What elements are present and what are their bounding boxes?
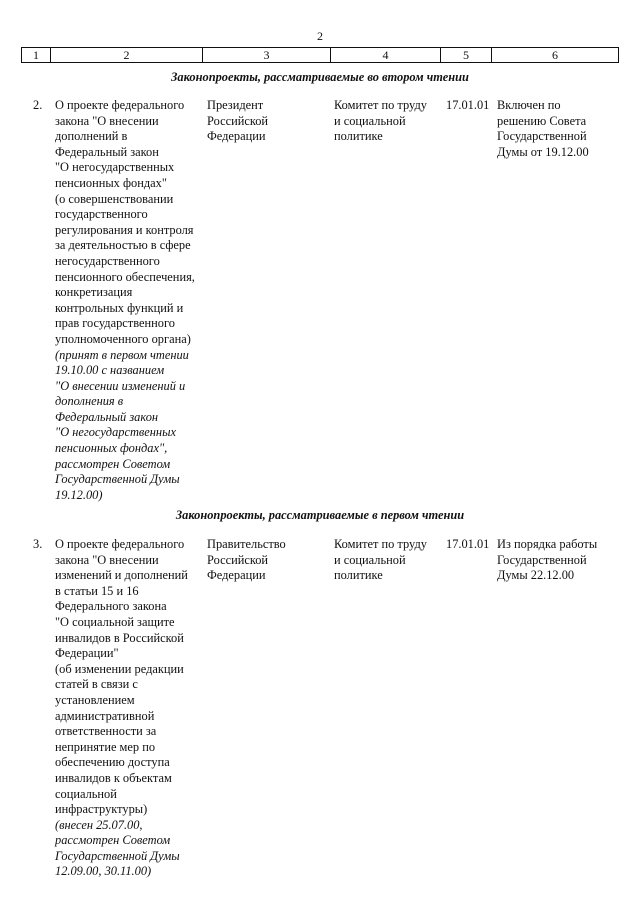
text-line: пенсионных фондах", xyxy=(55,441,168,456)
page-number: 2 xyxy=(317,29,323,43)
text-line: и социальной xyxy=(334,113,406,128)
text-line: Правительство xyxy=(207,537,286,551)
bill-status xyxy=(497,98,625,160)
text-line: и социальной xyxy=(334,552,406,567)
text-line: 19.10.00 с названием xyxy=(55,363,165,378)
text-line: закона "О внесении xyxy=(55,552,159,567)
text-line: политике xyxy=(334,568,383,583)
text-line: рассмотрен Советом xyxy=(55,833,171,848)
text-line: установлением xyxy=(55,692,135,707)
text-line: Федеральный закон xyxy=(55,409,159,424)
column-number-6: 6 xyxy=(492,48,619,63)
text-line: Государственной xyxy=(497,129,587,144)
text-line: Государственной Думы xyxy=(55,472,180,487)
text-line: инвалидов в Российской xyxy=(55,630,184,645)
text-line: решению Совета xyxy=(497,113,587,128)
text-line: инфраструктуры) xyxy=(55,802,148,817)
bill-title-text xyxy=(55,537,203,818)
section-heading-first-reading: Законопроекты, рассматриваемые в первом чтении xyxy=(175,508,465,522)
text-line: социальной xyxy=(55,786,117,801)
text-line: "О негосударственных xyxy=(55,425,176,440)
text-line: непринятие мер по xyxy=(55,739,156,754)
text-line: Комитет по труду xyxy=(334,537,427,551)
column-number-1: 1 xyxy=(22,48,51,63)
text-line: 12.09.00, 30.11.00) xyxy=(55,864,152,879)
text-line: Федерации" xyxy=(55,646,119,661)
text-line: рассмотрен Советом xyxy=(55,456,171,471)
text-line: (принят в первом чтении xyxy=(55,347,189,362)
column-number-header xyxy=(21,47,619,63)
text-line: закона "О внесении xyxy=(55,113,159,128)
text-line: инвалидов к объектам xyxy=(55,770,172,785)
text-line: Из порядка работы xyxy=(497,537,598,551)
text-line: Президент xyxy=(207,98,264,112)
text-line: Государственной xyxy=(497,552,587,567)
text-line: Думы от 19.12.00 xyxy=(497,144,589,159)
text-line: Федерального закона xyxy=(55,599,167,614)
text-line: обеспечению доступа xyxy=(55,755,170,770)
text-line: Российской xyxy=(207,113,269,128)
text-line: пенсионного обеспечения, xyxy=(55,269,195,284)
text-line: "О негосударственных xyxy=(55,160,175,175)
text-line: О проекте федерального xyxy=(55,537,185,551)
text-line: статей в связи с xyxy=(55,677,138,692)
text-line: административной xyxy=(55,708,155,723)
bill-note xyxy=(55,818,203,880)
text-line: Государственной Думы xyxy=(55,848,180,863)
text-line: О проекте федерального xyxy=(55,98,185,112)
column-number-5: 5 xyxy=(441,48,492,63)
text-line: уполномоченного органа) xyxy=(55,331,191,346)
text-line: дополнений в xyxy=(55,129,128,144)
text-line: Включен по xyxy=(497,98,561,112)
text-line: (внесен 25.07.00, xyxy=(55,817,143,832)
text-line: Федерации xyxy=(207,129,266,144)
review-date: 17.01.01 xyxy=(446,537,490,551)
column-number-2: 2 xyxy=(51,48,203,63)
bill-number: 2. xyxy=(33,98,43,112)
bill-author xyxy=(207,98,327,145)
text-line: (об изменении редакции xyxy=(55,661,184,676)
text-line: конкретизация xyxy=(55,285,133,300)
text-line: за деятельностью в сфере xyxy=(55,238,191,253)
section-heading-second-reading: Законопроекты, рассматриваемые во втором чтении xyxy=(171,70,469,84)
column-number-3: 3 xyxy=(203,48,331,63)
responsible-committee xyxy=(334,98,442,145)
bill-author xyxy=(207,537,327,584)
text-line: дополнения в xyxy=(55,394,124,409)
responsible-committee xyxy=(334,537,442,584)
bill-note xyxy=(55,348,203,504)
column-number-4: 4 xyxy=(331,48,441,63)
bill-title xyxy=(55,537,203,880)
text-line: Федерации xyxy=(207,568,266,583)
text-line: негосударственного xyxy=(55,253,160,268)
bill-title-text xyxy=(55,98,203,348)
text-line: пенсионных фондах" xyxy=(55,175,167,190)
text-line: Федеральный закон xyxy=(55,144,159,159)
text-line: Думы 22.12.00 xyxy=(497,568,575,583)
text-line: государственного xyxy=(55,207,148,222)
text-line: (о совершенствовании xyxy=(55,191,174,206)
text-line: 19.12.00) xyxy=(55,487,103,502)
review-date: 17.01.01 xyxy=(446,98,490,112)
text-line: регулирования и контроля xyxy=(55,222,194,237)
text-line: "О внесении изменений и xyxy=(55,378,186,393)
text-line: Комитет по труду xyxy=(334,98,427,112)
bill-number: 3. xyxy=(33,537,43,551)
text-line: прав государственного xyxy=(55,316,175,331)
text-line: ответственности за xyxy=(55,724,157,739)
text-line: изменений и дополнений xyxy=(55,568,188,583)
text-line: политике xyxy=(334,129,383,144)
text-line: в статьи 15 и 16 xyxy=(55,583,139,598)
text-line: "О социальной защите xyxy=(55,614,175,629)
bill-title xyxy=(55,98,203,503)
text-line: контрольных функций и xyxy=(55,300,184,315)
bill-status xyxy=(497,537,625,584)
text-line: Российской xyxy=(207,552,269,567)
